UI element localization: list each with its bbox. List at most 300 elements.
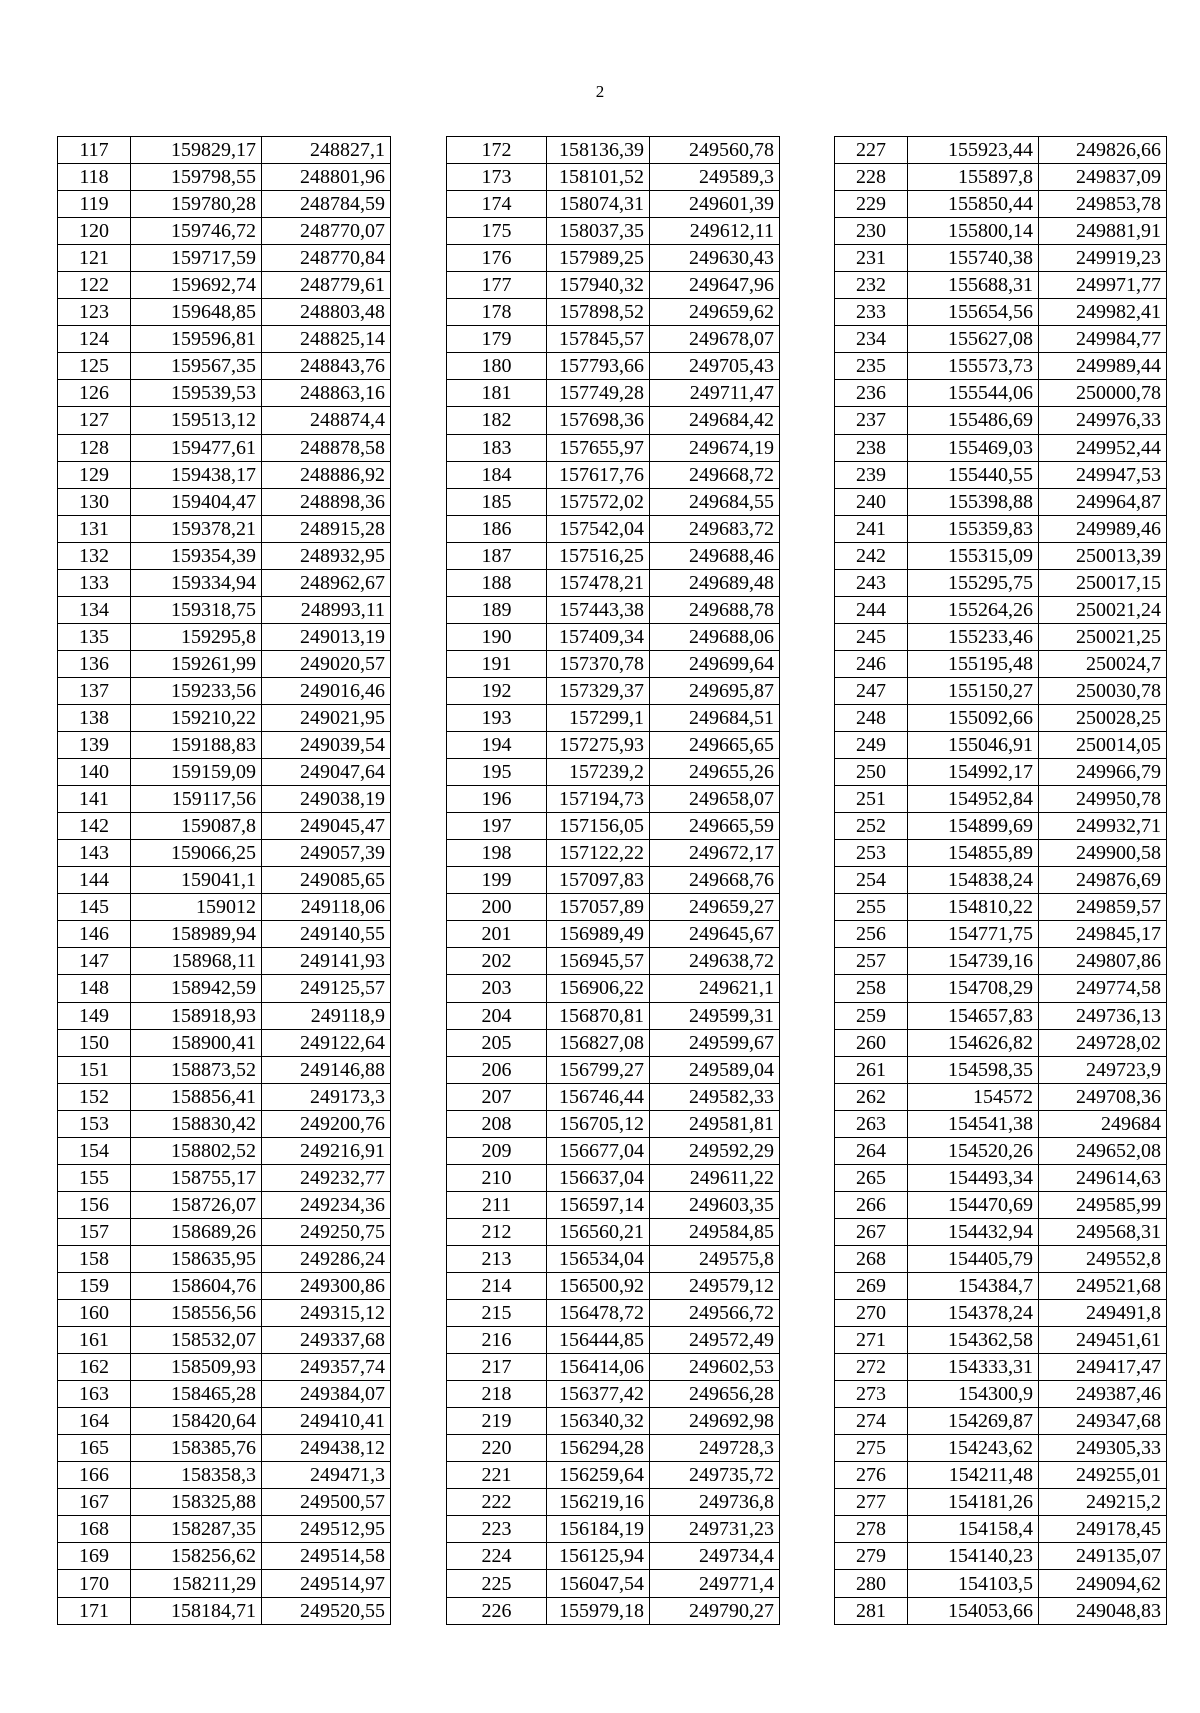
x-coordinate-cell: 159295,8 (131, 623, 262, 650)
x-coordinate-cell: 155469,03 (908, 434, 1039, 461)
table-row (835, 1164, 1167, 1191)
point-number-cell: 233 (835, 299, 908, 326)
x-coordinate-cell: 156444,85 (547, 1327, 650, 1354)
table-row (58, 786, 391, 813)
point-number-cell: 281 (835, 1597, 908, 1624)
point-number-cell: 209 (447, 1137, 547, 1164)
y-coordinate-cell: 249736,8 (650, 1489, 780, 1516)
table-row (447, 434, 780, 461)
x-coordinate-cell: 157478,21 (547, 569, 650, 596)
point-number-cell: 161 (58, 1327, 131, 1354)
x-coordinate-cell: 157698,36 (547, 407, 650, 434)
x-coordinate-cell: 159188,83 (131, 732, 262, 759)
x-coordinate-cell: 157845,57 (547, 326, 650, 353)
y-coordinate-cell: 249964,87 (1039, 488, 1167, 515)
y-coordinate-cell: 249572,49 (650, 1327, 780, 1354)
y-coordinate-cell: 249668,72 (650, 461, 780, 488)
table-row (835, 488, 1167, 515)
y-coordinate-cell: 249735,72 (650, 1462, 780, 1489)
x-coordinate-cell: 156827,08 (547, 1029, 650, 1056)
table-row (835, 1300, 1167, 1327)
x-coordinate-cell: 154708,29 (908, 975, 1039, 1002)
table-row (835, 407, 1167, 434)
point-number-cell: 250 (835, 759, 908, 786)
point-number-cell: 139 (58, 732, 131, 759)
table-row (835, 164, 1167, 191)
y-coordinate-cell: 249500,57 (262, 1489, 391, 1516)
point-number-cell: 137 (58, 677, 131, 704)
point-number-cell: 205 (447, 1029, 547, 1056)
table-row (835, 1516, 1167, 1543)
point-number-cell: 154 (58, 1137, 131, 1164)
table-row (447, 1218, 780, 1245)
y-coordinate-cell: 248962,67 (262, 569, 391, 596)
point-number-cell: 174 (447, 191, 547, 218)
table-row (447, 164, 780, 191)
point-number-cell: 135 (58, 623, 131, 650)
y-coordinate-cell: 249471,3 (262, 1462, 391, 1489)
y-coordinate-cell: 249688,06 (650, 623, 780, 650)
x-coordinate-cell: 158358,3 (131, 1462, 262, 1489)
table-row (447, 1408, 780, 1435)
y-coordinate-cell: 249215,2 (1039, 1489, 1167, 1516)
y-coordinate-cell: 250017,15 (1039, 569, 1167, 596)
point-number-cell: 273 (835, 1381, 908, 1408)
x-coordinate-cell: 154181,26 (908, 1489, 1039, 1516)
y-coordinate-cell: 249630,43 (650, 245, 780, 272)
y-coordinate-cell: 249357,74 (262, 1354, 391, 1381)
point-number-cell: 277 (835, 1489, 908, 1516)
y-coordinate-cell: 249665,59 (650, 813, 780, 840)
point-number-cell: 229 (835, 191, 908, 218)
point-number-cell: 270 (835, 1300, 908, 1327)
y-coordinate-cell: 249826,66 (1039, 137, 1167, 164)
x-coordinate-cell: 154572 (908, 1083, 1039, 1110)
table-row (447, 137, 780, 164)
x-coordinate-cell: 155654,56 (908, 299, 1039, 326)
x-coordinate-cell: 155800,14 (908, 218, 1039, 245)
table-row (58, 1381, 391, 1408)
y-coordinate-cell: 249656,28 (650, 1381, 780, 1408)
x-coordinate-cell: 155923,44 (908, 137, 1039, 164)
x-coordinate-cell: 156219,16 (547, 1489, 650, 1516)
table-row (58, 245, 391, 272)
y-coordinate-cell: 249045,47 (262, 813, 391, 840)
point-number-cell: 257 (835, 948, 908, 975)
table-row (835, 1408, 1167, 1435)
y-coordinate-cell: 249837,09 (1039, 164, 1167, 191)
table-row (58, 353, 391, 380)
x-coordinate-cell: 154432,94 (908, 1218, 1039, 1245)
y-coordinate-cell: 248993,11 (262, 596, 391, 623)
x-coordinate-cell: 155544,06 (908, 380, 1039, 407)
y-coordinate-cell: 249347,68 (1039, 1408, 1167, 1435)
table-row (58, 164, 391, 191)
point-number-cell: 207 (447, 1083, 547, 1110)
table-row (447, 380, 780, 407)
table-row (58, 434, 391, 461)
y-coordinate-cell: 249602,53 (650, 1354, 780, 1381)
y-coordinate-cell: 249016,46 (262, 677, 391, 704)
point-number-cell: 148 (58, 975, 131, 1002)
y-coordinate-cell: 249135,07 (1039, 1543, 1167, 1570)
y-coordinate-cell: 248770,07 (262, 218, 391, 245)
table-row (447, 245, 780, 272)
table-row (447, 1083, 780, 1110)
table-row (58, 407, 391, 434)
table-row (447, 596, 780, 623)
point-number-cell: 171 (58, 1597, 131, 1624)
table-row (835, 1272, 1167, 1299)
table-row (58, 867, 391, 894)
y-coordinate-cell: 249057,39 (262, 840, 391, 867)
x-coordinate-cell: 157299,1 (547, 704, 650, 731)
y-coordinate-cell: 249728,02 (1039, 1029, 1167, 1056)
y-coordinate-cell: 249118,9 (262, 1002, 391, 1029)
table-row (835, 569, 1167, 596)
table-row (447, 569, 780, 596)
point-number-cell: 131 (58, 515, 131, 542)
y-coordinate-cell: 249881,91 (1039, 218, 1167, 245)
y-coordinate-cell: 249665,65 (650, 732, 780, 759)
point-number-cell: 121 (58, 245, 131, 272)
table-row (835, 840, 1167, 867)
table-row (835, 921, 1167, 948)
x-coordinate-cell: 159117,56 (131, 786, 262, 813)
table-row (447, 353, 780, 380)
point-number-cell: 238 (835, 434, 908, 461)
x-coordinate-cell: 158689,26 (131, 1218, 262, 1245)
point-number-cell: 169 (58, 1543, 131, 1570)
table-row (835, 1083, 1167, 1110)
y-coordinate-cell: 249684,55 (650, 488, 780, 515)
x-coordinate-cell: 155233,46 (908, 623, 1039, 650)
x-coordinate-cell: 155295,75 (908, 569, 1039, 596)
y-coordinate-cell: 249140,55 (262, 921, 391, 948)
point-number-cell: 268 (835, 1245, 908, 1272)
x-coordinate-cell: 159012 (131, 894, 262, 921)
point-number-cell: 192 (447, 677, 547, 704)
table-row (447, 542, 780, 569)
table-row (835, 1056, 1167, 1083)
y-coordinate-cell: 249655,26 (650, 759, 780, 786)
y-coordinate-cell: 249560,78 (650, 137, 780, 164)
table-row (835, 813, 1167, 840)
y-coordinate-cell: 249876,69 (1039, 867, 1167, 894)
table-row (58, 975, 391, 1002)
y-coordinate-cell: 249039,54 (262, 732, 391, 759)
x-coordinate-cell: 156945,57 (547, 948, 650, 975)
table-row (58, 1543, 391, 1570)
x-coordinate-cell: 156637,04 (547, 1164, 650, 1191)
table-row (835, 975, 1167, 1002)
y-coordinate-cell: 249989,46 (1039, 515, 1167, 542)
y-coordinate-cell: 248843,76 (262, 353, 391, 380)
x-coordinate-cell: 154739,16 (908, 948, 1039, 975)
point-number-cell: 165 (58, 1435, 131, 1462)
y-coordinate-cell: 249731,23 (650, 1516, 780, 1543)
y-coordinate-cell: 249582,33 (650, 1083, 780, 1110)
point-number-cell: 256 (835, 921, 908, 948)
y-coordinate-cell: 248825,14 (262, 326, 391, 353)
point-number-cell: 261 (835, 1056, 908, 1083)
point-number-cell: 216 (447, 1327, 547, 1354)
point-number-cell: 149 (58, 1002, 131, 1029)
y-coordinate-cell: 250014,05 (1039, 732, 1167, 759)
point-number-cell: 220 (447, 1435, 547, 1462)
table-row (447, 1597, 780, 1624)
y-coordinate-cell: 249684,42 (650, 407, 780, 434)
table-row (447, 1462, 780, 1489)
x-coordinate-cell: 157443,38 (547, 596, 650, 623)
point-number-cell: 118 (58, 164, 131, 191)
y-coordinate-cell: 249200,76 (262, 1110, 391, 1137)
x-coordinate-cell: 158211,29 (131, 1570, 262, 1597)
x-coordinate-cell: 154158,4 (908, 1516, 1039, 1543)
y-coordinate-cell: 249603,35 (650, 1191, 780, 1218)
y-coordinate-cell: 249146,88 (262, 1056, 391, 1083)
point-number-cell: 254 (835, 867, 908, 894)
table-row (447, 191, 780, 218)
y-coordinate-cell: 249438,12 (262, 1435, 391, 1462)
y-coordinate-cell: 249337,68 (262, 1327, 391, 1354)
table-row (835, 515, 1167, 542)
y-coordinate-cell: 249919,23 (1039, 245, 1167, 272)
table-row (835, 1543, 1167, 1570)
y-coordinate-cell: 249255,01 (1039, 1462, 1167, 1489)
point-number-cell: 198 (447, 840, 547, 867)
y-coordinate-cell: 249734,4 (650, 1543, 780, 1570)
table-row (58, 732, 391, 759)
point-number-cell: 210 (447, 1164, 547, 1191)
point-number-cell: 246 (835, 650, 908, 677)
y-coordinate-cell: 249512,95 (262, 1516, 391, 1543)
point-number-cell: 179 (447, 326, 547, 353)
point-number-cell: 159 (58, 1272, 131, 1299)
x-coordinate-cell: 155740,38 (908, 245, 1039, 272)
x-coordinate-cell: 156597,14 (547, 1191, 650, 1218)
x-coordinate-cell: 156560,21 (547, 1218, 650, 1245)
x-coordinate-cell: 156377,42 (547, 1381, 650, 1408)
x-coordinate-cell: 158074,31 (547, 191, 650, 218)
table-row (58, 380, 391, 407)
y-coordinate-cell: 249952,44 (1039, 434, 1167, 461)
table-row (447, 1327, 780, 1354)
point-number-cell: 235 (835, 353, 908, 380)
table-row (835, 1029, 1167, 1056)
y-coordinate-cell: 249674,19 (650, 434, 780, 461)
point-number-cell: 136 (58, 650, 131, 677)
y-coordinate-cell: 249645,67 (650, 921, 780, 948)
point-number-cell: 153 (58, 1110, 131, 1137)
y-coordinate-cell: 249684,51 (650, 704, 780, 731)
x-coordinate-cell: 159648,85 (131, 299, 262, 326)
x-coordinate-cell: 158968,11 (131, 948, 262, 975)
y-coordinate-cell: 249125,57 (262, 975, 391, 1002)
table-row (58, 596, 391, 623)
table-row (447, 1300, 780, 1327)
table-row (58, 542, 391, 569)
page-number: 2 (595, 82, 605, 101)
point-number-cell: 208 (447, 1110, 547, 1137)
x-coordinate-cell: 159404,47 (131, 488, 262, 515)
table-row (447, 840, 780, 867)
table-row (447, 732, 780, 759)
table-row (58, 894, 391, 921)
point-number-cell: 280 (835, 1570, 908, 1597)
x-coordinate-cell: 156184,19 (547, 1516, 650, 1543)
x-coordinate-cell: 158037,35 (547, 218, 650, 245)
table-row (835, 786, 1167, 813)
point-number-cell: 122 (58, 272, 131, 299)
x-coordinate-cell: 158101,52 (547, 164, 650, 191)
x-coordinate-cell: 155486,69 (908, 407, 1039, 434)
y-coordinate-cell: 249668,76 (650, 867, 780, 894)
point-number-cell: 132 (58, 542, 131, 569)
table-row (447, 1164, 780, 1191)
y-coordinate-cell: 248827,1 (262, 137, 391, 164)
y-coordinate-cell: 248878,58 (262, 434, 391, 461)
point-number-cell: 199 (447, 867, 547, 894)
x-coordinate-cell: 156870,81 (547, 1002, 650, 1029)
point-number-cell: 145 (58, 894, 131, 921)
x-coordinate-cell: 157940,32 (547, 272, 650, 299)
x-coordinate-cell: 157898,52 (547, 299, 650, 326)
x-coordinate-cell: 154300,9 (908, 1381, 1039, 1408)
y-coordinate-cell: 249315,12 (262, 1300, 391, 1327)
y-coordinate-cell: 248932,95 (262, 542, 391, 569)
table-row (447, 326, 780, 353)
point-number-cell: 147 (58, 948, 131, 975)
y-coordinate-cell: 249566,72 (650, 1300, 780, 1327)
y-coordinate-cell: 249684 (1039, 1110, 1167, 1137)
point-number-cell: 124 (58, 326, 131, 353)
y-coordinate-cell: 249859,57 (1039, 894, 1167, 921)
point-number-cell: 172 (447, 137, 547, 164)
table-row (835, 1002, 1167, 1029)
x-coordinate-cell: 155195,48 (908, 650, 1039, 677)
table-row (58, 1435, 391, 1462)
x-coordinate-cell: 155315,09 (908, 542, 1039, 569)
y-coordinate-cell: 250030,78 (1039, 677, 1167, 704)
y-coordinate-cell: 248784,59 (262, 191, 391, 218)
table-row (58, 677, 391, 704)
y-coordinate-cell: 249601,39 (650, 191, 780, 218)
table-row (835, 137, 1167, 164)
table-row (835, 867, 1167, 894)
y-coordinate-cell: 249621,1 (650, 975, 780, 1002)
y-coordinate-cell: 250024,7 (1039, 650, 1167, 677)
x-coordinate-cell: 154333,31 (908, 1354, 1039, 1381)
y-coordinate-cell: 248915,28 (262, 515, 391, 542)
point-number-cell: 260 (835, 1029, 908, 1056)
y-coordinate-cell: 249845,17 (1039, 921, 1167, 948)
point-number-cell: 278 (835, 1516, 908, 1543)
x-coordinate-cell: 159334,94 (131, 569, 262, 596)
x-coordinate-cell: 155850,44 (908, 191, 1039, 218)
table-row (447, 677, 780, 704)
y-coordinate-cell: 250021,24 (1039, 596, 1167, 623)
x-coordinate-cell: 155627,08 (908, 326, 1039, 353)
table-row (447, 813, 780, 840)
x-coordinate-cell: 159438,17 (131, 461, 262, 488)
table-row (58, 813, 391, 840)
table-row (835, 623, 1167, 650)
x-coordinate-cell: 158420,64 (131, 1408, 262, 1435)
y-coordinate-cell: 250000,78 (1039, 380, 1167, 407)
x-coordinate-cell: 154493,34 (908, 1164, 1039, 1191)
point-number-cell: 212 (447, 1218, 547, 1245)
table-row (835, 1327, 1167, 1354)
table-row (835, 299, 1167, 326)
point-number-cell: 248 (835, 704, 908, 731)
point-number-cell: 224 (447, 1543, 547, 1570)
table-row (58, 569, 391, 596)
y-coordinate-cell: 249659,62 (650, 299, 780, 326)
y-coordinate-cell: 249048,83 (1039, 1597, 1167, 1624)
table-row (58, 1083, 391, 1110)
point-number-cell: 182 (447, 407, 547, 434)
x-coordinate-cell: 156534,04 (547, 1245, 650, 1272)
table-row (58, 326, 391, 353)
x-coordinate-cell: 157275,93 (547, 732, 650, 759)
y-coordinate-cell: 250028,25 (1039, 704, 1167, 731)
table-row (58, 704, 391, 731)
y-coordinate-cell: 249514,58 (262, 1543, 391, 1570)
point-number-cell: 206 (447, 1056, 547, 1083)
y-coordinate-cell: 249451,61 (1039, 1327, 1167, 1354)
y-coordinate-cell: 249692,98 (650, 1408, 780, 1435)
table-row (835, 1462, 1167, 1489)
table-row (447, 867, 780, 894)
point-number-cell: 259 (835, 1002, 908, 1029)
x-coordinate-cell: 154598,35 (908, 1056, 1039, 1083)
point-number-cell: 267 (835, 1218, 908, 1245)
y-coordinate-cell: 249652,08 (1039, 1137, 1167, 1164)
table-row (835, 759, 1167, 786)
x-coordinate-cell: 159717,59 (131, 245, 262, 272)
point-number-cell: 274 (835, 1408, 908, 1435)
x-coordinate-cell: 154378,24 (908, 1300, 1039, 1327)
coordinates-table-1 (57, 136, 391, 1625)
x-coordinate-cell: 154103,5 (908, 1570, 1039, 1597)
x-coordinate-cell: 154992,17 (908, 759, 1039, 786)
point-number-cell: 218 (447, 1381, 547, 1408)
table-row (835, 380, 1167, 407)
y-coordinate-cell: 249021,95 (262, 704, 391, 731)
table-row (58, 1354, 391, 1381)
point-number-cell: 262 (835, 1083, 908, 1110)
y-coordinate-cell: 249982,41 (1039, 299, 1167, 326)
x-coordinate-cell: 157329,37 (547, 677, 650, 704)
point-number-cell: 133 (58, 569, 131, 596)
x-coordinate-cell: 156705,12 (547, 1110, 650, 1137)
x-coordinate-cell: 154838,24 (908, 867, 1039, 894)
point-number-cell: 120 (58, 218, 131, 245)
x-coordinate-cell: 157097,83 (547, 867, 650, 894)
y-coordinate-cell: 249047,64 (262, 759, 391, 786)
table-row (58, 623, 391, 650)
x-coordinate-cell: 154140,23 (908, 1543, 1039, 1570)
point-number-cell: 193 (447, 704, 547, 731)
point-number-cell: 123 (58, 299, 131, 326)
table-row (447, 515, 780, 542)
point-number-cell: 168 (58, 1516, 131, 1543)
y-coordinate-cell: 249614,63 (1039, 1164, 1167, 1191)
point-number-cell: 230 (835, 218, 908, 245)
point-number-cell: 249 (835, 732, 908, 759)
x-coordinate-cell: 158726,07 (131, 1191, 262, 1218)
